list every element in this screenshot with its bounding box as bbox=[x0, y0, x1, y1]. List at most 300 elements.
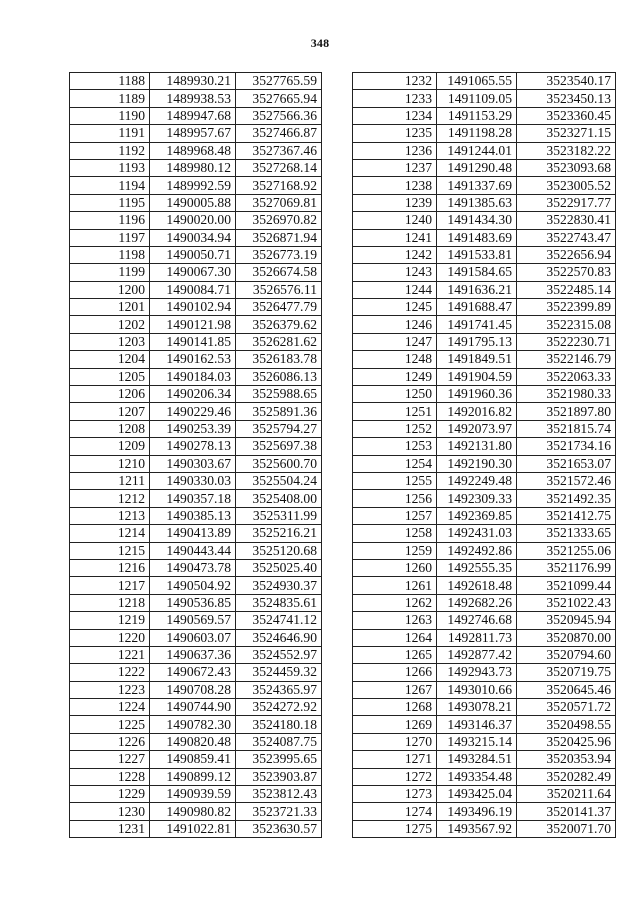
x-coordinate-cell: 1490603.07 bbox=[150, 629, 236, 646]
y-coordinate-cell: 3521099.44 bbox=[517, 577, 616, 594]
x-coordinate-cell: 1492131.80 bbox=[437, 438, 517, 455]
x-coordinate-cell: 1492369.85 bbox=[437, 507, 517, 524]
x-coordinate-cell: 1490744.90 bbox=[150, 699, 236, 716]
x-coordinate-cell: 1493146.37 bbox=[437, 716, 517, 733]
table-row bbox=[353, 786, 616, 803]
table-row bbox=[353, 559, 616, 576]
y-coordinate-cell: 3522830.41 bbox=[517, 212, 616, 229]
table-row bbox=[353, 420, 616, 437]
table-row bbox=[353, 177, 616, 194]
table-row bbox=[353, 368, 616, 385]
y-coordinate-cell: 3525311.99 bbox=[236, 507, 322, 524]
x-coordinate-cell: 1490162.53 bbox=[150, 351, 236, 368]
x-coordinate-cell: 1493567.92 bbox=[437, 820, 517, 837]
x-coordinate-cell: 1491109.05 bbox=[437, 90, 517, 107]
table-row bbox=[353, 229, 616, 246]
table-row bbox=[353, 507, 616, 524]
point-number-cell: 1265 bbox=[353, 646, 437, 663]
x-coordinate-cell: 1490278.13 bbox=[150, 438, 236, 455]
x-coordinate-cell: 1490413.89 bbox=[150, 525, 236, 542]
point-number-cell: 1188 bbox=[70, 73, 150, 90]
point-number-cell: 1203 bbox=[70, 333, 150, 350]
y-coordinate-cell: 3522146.79 bbox=[517, 351, 616, 368]
x-coordinate-cell: 1490939.59 bbox=[150, 786, 236, 803]
y-coordinate-cell: 3524552.97 bbox=[236, 646, 322, 663]
point-number-cell: 1229 bbox=[70, 786, 150, 803]
table-row bbox=[70, 351, 322, 368]
point-number-cell: 1261 bbox=[353, 577, 437, 594]
point-number-cell: 1206 bbox=[70, 386, 150, 403]
point-number-cell: 1247 bbox=[353, 333, 437, 350]
table-row bbox=[70, 299, 322, 316]
x-coordinate-cell: 1491483.69 bbox=[437, 229, 517, 246]
point-number-cell: 1221 bbox=[70, 646, 150, 663]
x-coordinate-cell: 1493215.14 bbox=[437, 733, 517, 750]
table-row bbox=[70, 333, 322, 350]
y-coordinate-cell: 3524365.97 bbox=[236, 681, 322, 698]
x-coordinate-cell: 1490504.92 bbox=[150, 577, 236, 594]
table-row bbox=[70, 73, 322, 90]
y-coordinate-cell: 3522315.08 bbox=[517, 316, 616, 333]
table-row bbox=[70, 768, 322, 785]
y-coordinate-cell: 3524741.12 bbox=[236, 612, 322, 629]
point-number-cell: 1228 bbox=[70, 768, 150, 785]
table-row bbox=[70, 733, 322, 750]
x-coordinate-cell: 1491584.65 bbox=[437, 264, 517, 281]
y-coordinate-cell: 3527665.94 bbox=[236, 90, 322, 107]
table-row bbox=[353, 472, 616, 489]
point-number-cell: 1233 bbox=[353, 90, 437, 107]
point-number-cell: 1194 bbox=[70, 177, 150, 194]
x-coordinate-cell: 1490005.88 bbox=[150, 194, 236, 211]
x-coordinate-cell: 1491065.55 bbox=[437, 73, 517, 90]
point-number-cell: 1241 bbox=[353, 229, 437, 246]
y-coordinate-cell: 3522656.94 bbox=[517, 246, 616, 263]
table-row bbox=[70, 681, 322, 698]
y-coordinate-cell: 3525697.38 bbox=[236, 438, 322, 455]
x-coordinate-cell: 1490084.71 bbox=[150, 281, 236, 298]
y-coordinate-cell: 3520353.94 bbox=[517, 751, 616, 768]
x-coordinate-cell: 1491741.45 bbox=[437, 316, 517, 333]
x-coordinate-cell: 1492249.48 bbox=[437, 472, 517, 489]
y-coordinate-cell: 3521492.35 bbox=[517, 490, 616, 507]
y-coordinate-cell: 3520571.72 bbox=[517, 699, 616, 716]
y-coordinate-cell: 3523540.17 bbox=[517, 73, 616, 90]
x-coordinate-cell: 1492877.42 bbox=[437, 646, 517, 663]
point-number-cell: 1202 bbox=[70, 316, 150, 333]
table-row bbox=[353, 246, 616, 263]
x-coordinate-cell: 1491636.21 bbox=[437, 281, 517, 298]
x-coordinate-cell: 1490303.67 bbox=[150, 455, 236, 472]
x-coordinate-cell: 1491849.51 bbox=[437, 351, 517, 368]
y-coordinate-cell: 3521734.16 bbox=[517, 438, 616, 455]
y-coordinate-cell: 3522230.71 bbox=[517, 333, 616, 350]
table-row bbox=[353, 681, 616, 698]
table-row bbox=[353, 299, 616, 316]
point-number-cell: 1240 bbox=[353, 212, 437, 229]
y-coordinate-cell: 3526086.13 bbox=[236, 368, 322, 385]
y-coordinate-cell: 3525600.70 bbox=[236, 455, 322, 472]
x-coordinate-cell: 1490443.44 bbox=[150, 542, 236, 559]
table-row bbox=[70, 368, 322, 385]
x-coordinate-cell: 1491688.47 bbox=[437, 299, 517, 316]
y-coordinate-cell: 3525025.40 bbox=[236, 559, 322, 576]
table-row bbox=[353, 490, 616, 507]
x-coordinate-cell: 1491244.01 bbox=[437, 142, 517, 159]
point-number-cell: 1257 bbox=[353, 507, 437, 524]
y-coordinate-cell: 3524087.75 bbox=[236, 733, 322, 750]
point-number-cell: 1230 bbox=[70, 803, 150, 820]
point-number-cell: 1256 bbox=[353, 490, 437, 507]
table-row bbox=[70, 472, 322, 489]
point-number-cell: 1251 bbox=[353, 403, 437, 420]
x-coordinate-cell: 1493496.19 bbox=[437, 803, 517, 820]
x-coordinate-cell: 1491795.13 bbox=[437, 333, 517, 350]
y-coordinate-cell: 3520425.96 bbox=[517, 733, 616, 750]
point-number-cell: 1236 bbox=[353, 142, 437, 159]
table-row bbox=[353, 107, 616, 124]
x-coordinate-cell: 1489968.48 bbox=[150, 142, 236, 159]
y-coordinate-cell: 3520719.75 bbox=[517, 664, 616, 681]
table-row bbox=[70, 525, 322, 542]
point-number-cell: 1226 bbox=[70, 733, 150, 750]
point-number-cell: 1253 bbox=[353, 438, 437, 455]
table-row bbox=[353, 803, 616, 820]
table-row bbox=[70, 490, 322, 507]
y-coordinate-cell: 3520498.55 bbox=[517, 716, 616, 733]
x-coordinate-cell: 1490859.41 bbox=[150, 751, 236, 768]
x-coordinate-cell: 1492811.73 bbox=[437, 629, 517, 646]
table-row bbox=[353, 281, 616, 298]
y-coordinate-cell: 3525504.24 bbox=[236, 472, 322, 489]
y-coordinate-cell: 3526576.11 bbox=[236, 281, 322, 298]
x-coordinate-cell: 1492190.30 bbox=[437, 455, 517, 472]
point-number-cell: 1199 bbox=[70, 264, 150, 281]
y-coordinate-cell: 3527765.59 bbox=[236, 73, 322, 90]
x-coordinate-cell: 1492492.86 bbox=[437, 542, 517, 559]
point-number-cell: 1200 bbox=[70, 281, 150, 298]
x-coordinate-cell: 1491960.36 bbox=[437, 386, 517, 403]
table-row bbox=[70, 316, 322, 333]
y-coordinate-cell: 3523630.57 bbox=[236, 820, 322, 837]
y-coordinate-cell: 3521176.99 bbox=[517, 559, 616, 576]
x-coordinate-cell: 1489957.67 bbox=[150, 125, 236, 142]
point-number-cell: 1216 bbox=[70, 559, 150, 576]
table-row bbox=[353, 577, 616, 594]
x-coordinate-cell: 1490102.94 bbox=[150, 299, 236, 316]
y-coordinate-cell: 3523450.13 bbox=[517, 90, 616, 107]
x-coordinate-cell: 1490708.28 bbox=[150, 681, 236, 698]
point-number-cell: 1204 bbox=[70, 351, 150, 368]
x-coordinate-cell: 1491337.69 bbox=[437, 177, 517, 194]
point-number-cell: 1274 bbox=[353, 803, 437, 820]
page-number: 348 bbox=[310, 36, 330, 50]
x-coordinate-cell: 1490672.43 bbox=[150, 664, 236, 681]
coordinates-table-left bbox=[69, 72, 322, 838]
y-coordinate-cell: 3525794.27 bbox=[236, 420, 322, 437]
point-number-cell: 1246 bbox=[353, 316, 437, 333]
table-row bbox=[353, 768, 616, 785]
point-number-cell: 1231 bbox=[70, 820, 150, 837]
point-number-cell: 1250 bbox=[353, 386, 437, 403]
y-coordinate-cell: 3524646.90 bbox=[236, 629, 322, 646]
table-row bbox=[70, 577, 322, 594]
table-body bbox=[70, 73, 322, 838]
table-row bbox=[353, 629, 616, 646]
point-number-cell: 1212 bbox=[70, 490, 150, 507]
table-row bbox=[70, 751, 322, 768]
point-number-cell: 1248 bbox=[353, 351, 437, 368]
table-row bbox=[353, 594, 616, 611]
y-coordinate-cell: 3523812.43 bbox=[236, 786, 322, 803]
y-coordinate-cell: 3527367.46 bbox=[236, 142, 322, 159]
point-number-cell: 1213 bbox=[70, 507, 150, 524]
x-coordinate-cell: 1489980.12 bbox=[150, 159, 236, 176]
y-coordinate-cell: 3526871.94 bbox=[236, 229, 322, 246]
table-row bbox=[70, 281, 322, 298]
y-coordinate-cell: 3521897.80 bbox=[517, 403, 616, 420]
point-number-cell: 1273 bbox=[353, 786, 437, 803]
point-number-cell: 1270 bbox=[353, 733, 437, 750]
table-row bbox=[353, 194, 616, 211]
point-number-cell: 1215 bbox=[70, 542, 150, 559]
table-row bbox=[70, 438, 322, 455]
table-row bbox=[353, 820, 616, 837]
y-coordinate-cell: 3521653.07 bbox=[517, 455, 616, 472]
y-coordinate-cell: 3521815.74 bbox=[517, 420, 616, 437]
y-coordinate-cell: 3526183.78 bbox=[236, 351, 322, 368]
x-coordinate-cell: 1493078.21 bbox=[437, 699, 517, 716]
table-row bbox=[353, 438, 616, 455]
x-coordinate-cell: 1490067.30 bbox=[150, 264, 236, 281]
x-coordinate-cell: 1492943.73 bbox=[437, 664, 517, 681]
x-coordinate-cell: 1492555.35 bbox=[437, 559, 517, 576]
y-coordinate-cell: 3523995.65 bbox=[236, 751, 322, 768]
y-coordinate-cell: 3525891.36 bbox=[236, 403, 322, 420]
x-coordinate-cell: 1491533.81 bbox=[437, 246, 517, 263]
y-coordinate-cell: 3526379.62 bbox=[236, 316, 322, 333]
x-coordinate-cell: 1491198.28 bbox=[437, 125, 517, 142]
point-number-cell: 1244 bbox=[353, 281, 437, 298]
table-row bbox=[70, 699, 322, 716]
table-row bbox=[353, 403, 616, 420]
y-coordinate-cell: 3520141.37 bbox=[517, 803, 616, 820]
x-coordinate-cell: 1492746.68 bbox=[437, 612, 517, 629]
x-coordinate-cell: 1490141.85 bbox=[150, 333, 236, 350]
y-coordinate-cell: 3526970.82 bbox=[236, 212, 322, 229]
table-row bbox=[353, 612, 616, 629]
point-number-cell: 1217 bbox=[70, 577, 150, 594]
y-coordinate-cell: 3521980.33 bbox=[517, 386, 616, 403]
table-row bbox=[353, 542, 616, 559]
x-coordinate-cell: 1491385.63 bbox=[437, 194, 517, 211]
x-coordinate-cell: 1490980.82 bbox=[150, 803, 236, 820]
point-number-cell: 1207 bbox=[70, 403, 150, 420]
y-coordinate-cell: 3524272.92 bbox=[236, 699, 322, 716]
point-number-cell: 1266 bbox=[353, 664, 437, 681]
x-coordinate-cell: 1489938.53 bbox=[150, 90, 236, 107]
table-row bbox=[353, 316, 616, 333]
y-coordinate-cell: 3527466.87 bbox=[236, 125, 322, 142]
y-coordinate-cell: 3523093.68 bbox=[517, 159, 616, 176]
x-coordinate-cell: 1491022.81 bbox=[150, 820, 236, 837]
x-coordinate-cell: 1490121.98 bbox=[150, 316, 236, 333]
point-number-cell: 1237 bbox=[353, 159, 437, 176]
point-number-cell: 1263 bbox=[353, 612, 437, 629]
y-coordinate-cell: 3523182.22 bbox=[517, 142, 616, 159]
y-coordinate-cell: 3527268.14 bbox=[236, 159, 322, 176]
point-number-cell: 1195 bbox=[70, 194, 150, 211]
y-coordinate-cell: 3523360.45 bbox=[517, 107, 616, 124]
y-coordinate-cell: 3523903.87 bbox=[236, 768, 322, 785]
x-coordinate-cell: 1492016.82 bbox=[437, 403, 517, 420]
x-coordinate-cell: 1490034.94 bbox=[150, 229, 236, 246]
table-row bbox=[70, 246, 322, 263]
table-row bbox=[353, 212, 616, 229]
x-coordinate-cell: 1490473.78 bbox=[150, 559, 236, 576]
point-number-cell: 1271 bbox=[353, 751, 437, 768]
y-coordinate-cell: 3523721.33 bbox=[236, 803, 322, 820]
x-coordinate-cell: 1490050.71 bbox=[150, 246, 236, 263]
point-number-cell: 1196 bbox=[70, 212, 150, 229]
y-coordinate-cell: 3524180.18 bbox=[236, 716, 322, 733]
x-coordinate-cell: 1490899.12 bbox=[150, 768, 236, 785]
point-number-cell: 1268 bbox=[353, 699, 437, 716]
point-number-cell: 1190 bbox=[70, 107, 150, 124]
y-coordinate-cell: 3523005.52 bbox=[517, 177, 616, 194]
x-coordinate-cell: 1491434.30 bbox=[437, 212, 517, 229]
x-coordinate-cell: 1492682.26 bbox=[437, 594, 517, 611]
x-coordinate-cell: 1490569.57 bbox=[150, 612, 236, 629]
table-row bbox=[70, 194, 322, 211]
x-coordinate-cell: 1490206.34 bbox=[150, 386, 236, 403]
table-row bbox=[353, 455, 616, 472]
x-coordinate-cell: 1489930.21 bbox=[150, 73, 236, 90]
y-coordinate-cell: 3522743.47 bbox=[517, 229, 616, 246]
table-row bbox=[353, 716, 616, 733]
y-coordinate-cell: 3522399.89 bbox=[517, 299, 616, 316]
x-coordinate-cell: 1491290.48 bbox=[437, 159, 517, 176]
table-row bbox=[353, 333, 616, 350]
y-coordinate-cell: 3525408.00 bbox=[236, 490, 322, 507]
y-coordinate-cell: 3526281.62 bbox=[236, 333, 322, 350]
y-coordinate-cell: 3520071.70 bbox=[517, 820, 616, 837]
point-number-cell: 1219 bbox=[70, 612, 150, 629]
table-row bbox=[70, 542, 322, 559]
table-row bbox=[70, 386, 322, 403]
point-number-cell: 1258 bbox=[353, 525, 437, 542]
point-number-cell: 1254 bbox=[353, 455, 437, 472]
y-coordinate-cell: 3524930.37 bbox=[236, 577, 322, 594]
point-number-cell: 1210 bbox=[70, 455, 150, 472]
x-coordinate-cell: 1491904.59 bbox=[437, 368, 517, 385]
table-row bbox=[70, 716, 322, 733]
table-row bbox=[353, 90, 616, 107]
table-row bbox=[70, 229, 322, 246]
y-coordinate-cell: 3521572.46 bbox=[517, 472, 616, 489]
table-row bbox=[353, 73, 616, 90]
x-coordinate-cell: 1490385.13 bbox=[150, 507, 236, 524]
point-number-cell: 1232 bbox=[353, 73, 437, 90]
point-number-cell: 1259 bbox=[353, 542, 437, 559]
y-coordinate-cell: 3522917.77 bbox=[517, 194, 616, 211]
table-row bbox=[353, 386, 616, 403]
table-row bbox=[70, 455, 322, 472]
y-coordinate-cell: 3522485.14 bbox=[517, 281, 616, 298]
table-row bbox=[70, 559, 322, 576]
table-row bbox=[70, 177, 322, 194]
point-number-cell: 1225 bbox=[70, 716, 150, 733]
point-number-cell: 1223 bbox=[70, 681, 150, 698]
point-number-cell: 1242 bbox=[353, 246, 437, 263]
y-coordinate-cell: 3520282.49 bbox=[517, 768, 616, 785]
table-row bbox=[353, 733, 616, 750]
y-coordinate-cell: 3525120.68 bbox=[236, 542, 322, 559]
y-coordinate-cell: 3521255.06 bbox=[517, 542, 616, 559]
point-number-cell: 1264 bbox=[353, 629, 437, 646]
table-row bbox=[70, 820, 322, 837]
point-number-cell: 1205 bbox=[70, 368, 150, 385]
table-row bbox=[70, 264, 322, 281]
table-row bbox=[70, 125, 322, 142]
x-coordinate-cell: 1493425.04 bbox=[437, 786, 517, 803]
table-row bbox=[70, 803, 322, 820]
y-coordinate-cell: 3526477.79 bbox=[236, 299, 322, 316]
point-number-cell: 1238 bbox=[353, 177, 437, 194]
x-coordinate-cell: 1490637.36 bbox=[150, 646, 236, 663]
x-coordinate-cell: 1490820.48 bbox=[150, 733, 236, 750]
point-number-cell: 1191 bbox=[70, 125, 150, 142]
table-row bbox=[70, 212, 322, 229]
y-coordinate-cell: 3524835.61 bbox=[236, 594, 322, 611]
table-row bbox=[70, 612, 322, 629]
x-coordinate-cell: 1492618.48 bbox=[437, 577, 517, 594]
point-number-cell: 1262 bbox=[353, 594, 437, 611]
table-row bbox=[70, 159, 322, 176]
table-row bbox=[70, 786, 322, 803]
x-coordinate-cell: 1492309.33 bbox=[437, 490, 517, 507]
y-coordinate-cell: 3524459.32 bbox=[236, 664, 322, 681]
table-row bbox=[353, 142, 616, 159]
table-row bbox=[70, 403, 322, 420]
table-row bbox=[70, 90, 322, 107]
x-coordinate-cell: 1490020.00 bbox=[150, 212, 236, 229]
y-coordinate-cell: 3527168.92 bbox=[236, 177, 322, 194]
table-row bbox=[70, 107, 322, 124]
y-coordinate-cell: 3520645.46 bbox=[517, 681, 616, 698]
table-row bbox=[70, 629, 322, 646]
y-coordinate-cell: 3522570.83 bbox=[517, 264, 616, 281]
x-coordinate-cell: 1490536.85 bbox=[150, 594, 236, 611]
point-number-cell: 1267 bbox=[353, 681, 437, 698]
point-number-cell: 1224 bbox=[70, 699, 150, 716]
table-row bbox=[70, 594, 322, 611]
y-coordinate-cell: 3527069.81 bbox=[236, 194, 322, 211]
table-row bbox=[353, 525, 616, 542]
point-number-cell: 1198 bbox=[70, 246, 150, 263]
point-number-cell: 1211 bbox=[70, 472, 150, 489]
table-row bbox=[353, 125, 616, 142]
table-row bbox=[353, 351, 616, 368]
point-number-cell: 1252 bbox=[353, 420, 437, 437]
table-row bbox=[70, 507, 322, 524]
y-coordinate-cell: 3525216.21 bbox=[236, 525, 322, 542]
x-coordinate-cell: 1490229.46 bbox=[150, 403, 236, 420]
x-coordinate-cell: 1490253.39 bbox=[150, 420, 236, 437]
x-coordinate-cell: 1490184.03 bbox=[150, 368, 236, 385]
table-row bbox=[353, 751, 616, 768]
x-coordinate-cell: 1493010.66 bbox=[437, 681, 517, 698]
